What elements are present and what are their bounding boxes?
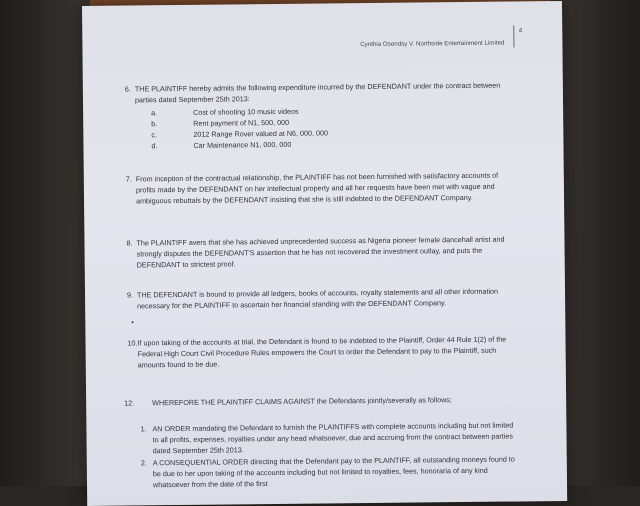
paragraph-7 [125, 170, 506, 207]
claims-heading: WHEREFORE THE PLAINTIFF CLAIMS AGAINST the Defendants jointly/severally as follows; [152, 395, 452, 408]
list-item-label: b. [151, 119, 158, 129]
list-item-text: 2012 Range Rover valued at N6, 000, 000 [193, 128, 329, 139]
background-left [0, 0, 90, 486]
claim-number: 2. [140, 458, 147, 468]
page-number: 4 [518, 27, 523, 35]
paragraph-number: 8. [126, 238, 133, 248]
claim-text: AN ORDER mandating the Defendant to furnish the PLAINTIFFS with complete accounts including but not limited to all profits, expenses, royalties under any head whatsoever, due and accruing from the contract between parties dated September 25th 2013. [152, 420, 514, 456]
list-item [151, 137, 505, 152]
list-item-label: d. [151, 141, 158, 151]
document-body [82, 1, 567, 506]
paragraph-text: From inception of the contractual relationship, the PLAINTIFF has not been furnished with satisfactory accounts of profits made by the DEFENDANT on her intellectual property and all her requests have been met with vague and ambiguous rebuttals by the DEFENDANT insisting that she is still indebted to the DEFENDANT Company. [135, 170, 499, 206]
header-rule [513, 25, 514, 47]
paragraph-8 [126, 234, 506, 271]
paragraph-9 [126, 286, 507, 312]
paragraph-text: THE PLAINTIFF hereby admits the following expenditure incurred by the DEFENDANT under the contract between parties dated September 25th 2013: [134, 80, 501, 105]
list-item-text: Rent payment of N1, 500, 000 [193, 117, 290, 128]
claims-number: 12. [124, 398, 135, 408]
claim-item [140, 419, 516, 456]
paragraph-text: THE DEFENDANT is bound to provide all ledgers, books of accounts, royalty statements and all other information necessary for the PLAINTIFF to ascertain her financial standing with the DEFENDANT Company. [136, 286, 499, 311]
document-page [82, 1, 567, 506]
margin-mark: • [131, 319, 134, 327]
claim-number: 1. [140, 424, 147, 434]
expenditure-list [135, 104, 505, 152]
case-title-header: Cynthia Osendsy V. Northside Entertainment Limited [360, 39, 505, 49]
paragraph-6 [124, 80, 506, 152]
paragraph-number: 10. [127, 338, 138, 348]
paragraph-number: 7. [125, 174, 132, 184]
paragraph-10 [127, 334, 507, 371]
paragraph-text: The PLAINTIFF avers that she has achieved unprecedented success as Nigeria pioneer female dancehall artist and strongly disputes the DEFENDANT'S assertion that he has not recovered the investment outlay, and puts the DEFENDANT to strictest proof. [136, 234, 505, 270]
list-item-text: Cost of shooting 10 music videos [193, 106, 299, 117]
paragraph-text: If upon taking of the accounts at trial, the Defendant is found to be indebted to the Plaintiff, Order 44 Rule 1(2) of the Federal High Court Civil Procedure Rules empowers the Court to order the Defendant to pay to the Plaintiff, such amounts found to be due. [137, 334, 507, 370]
list-item-label: a. [151, 108, 158, 118]
paragraph-number: 9. [126, 290, 134, 300]
list-item-text: Car Maintenance N1, 000, 000 [193, 139, 292, 150]
paragraph-number: 6. [124, 84, 131, 94]
claim-text: A CONSEQUENTIAL ORDER directing that the Defendant pay to the PLAINTIFF, all outstanding moneys found to be due to her upon taking of the accounts including but not limited to royalties, fees, honoraria of any kind whatsoever from the date of the first [152, 454, 515, 490]
list-item-label: c. [151, 130, 157, 140]
claim-item [141, 453, 517, 490]
